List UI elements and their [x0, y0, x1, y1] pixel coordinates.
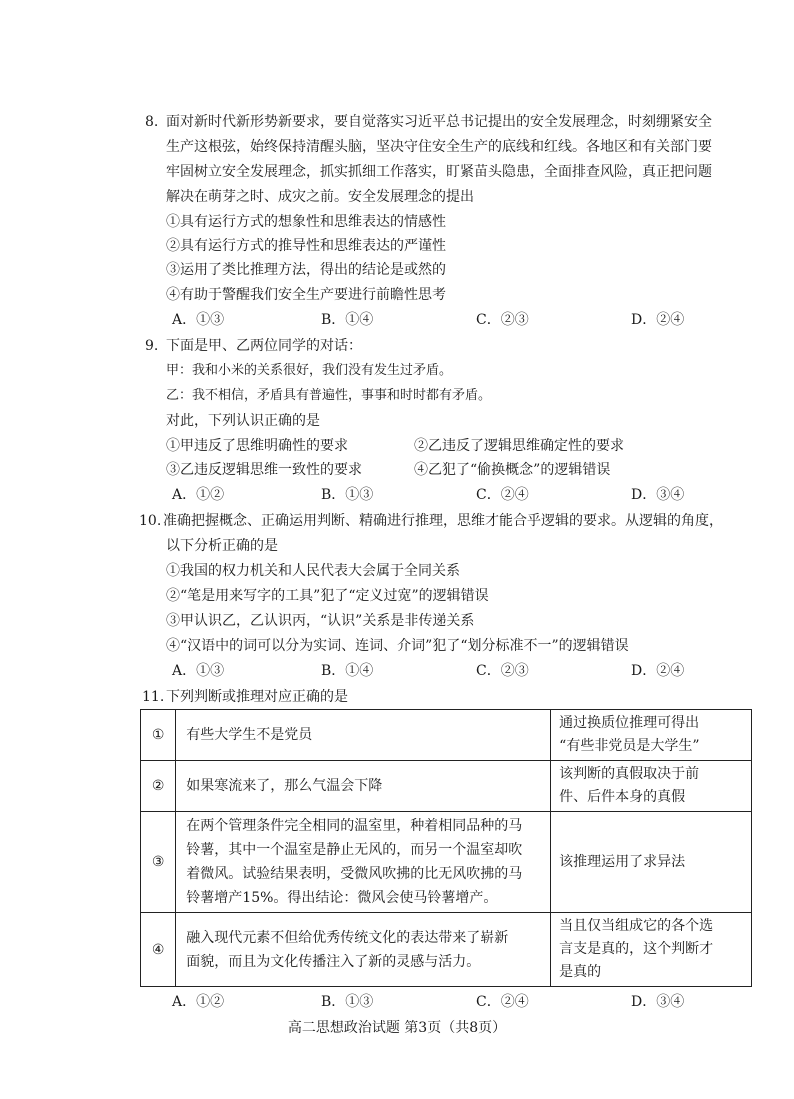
cell-line: 在两个管理条件完全相同的温室里，种着相同品种的马	[186, 818, 523, 834]
q9-option-c: C．②④	[476, 487, 529, 503]
q8-item-2: ②具有运行方式的推导性和思维表达的严谨性	[166, 238, 446, 254]
row-analysis	[551, 812, 752, 913]
q11-option-b: B．①③	[321, 994, 374, 1010]
q9-number: 9.	[145, 338, 159, 354]
q10-option-c: C．②③	[476, 663, 529, 679]
cell-line: 如果寒流来了，那么气温会下降	[186, 778, 383, 794]
q9-item-2: ②乙违反了逻辑思维确定性的要求	[414, 438, 624, 454]
q11-table	[140, 709, 752, 987]
q10-option-a: A．①③	[172, 663, 225, 679]
q10-stem-line: 准确把握概念、正确运用判断、精确进行推理，思维才能合乎逻辑的要求。从逻辑的角度，	[163, 513, 723, 529]
cell-line: 件、后件本身的真假	[559, 789, 686, 805]
q8-stem-line: 生产这根弦，始终保持清醒头脑，坚决守住安全生产的底线和红线。各地区和有关部门要	[166, 139, 712, 155]
row-mark: ②	[141, 761, 176, 812]
table-row	[141, 710, 752, 761]
cell-line: 是真的	[559, 964, 602, 980]
cell-line: 通过换质位推理可得出	[559, 715, 700, 731]
q8-item-4: ④有助于警醒我们安全生产要进行前瞻性思考	[166, 287, 446, 303]
q11-number: 11.	[142, 689, 165, 705]
q8-item-3: ③运用了类比推理方法，得出的结论是或然的	[166, 262, 446, 278]
cell-line: 铃薯增产15%。得出结论：微风会使马铃薯增产。	[186, 890, 498, 906]
cell-line: 当且仅当组成它的各个选	[559, 918, 714, 934]
q8-option-a: A．①③	[172, 312, 225, 328]
q8-option-b: B．①④	[321, 312, 374, 328]
cell-line: 有些大学生不是党员	[186, 727, 313, 743]
q9-item-4: ④乙犯了“偷换概念”的逻辑错误	[414, 462, 611, 478]
cell-line: “有些非党员是大学生”	[559, 738, 700, 754]
q8-number: 8.	[145, 114, 159, 130]
q10-option-d: D．②④	[631, 663, 685, 679]
q8-stem-line: 牢固树立安全发展理念，抓实抓细工作落实，盯紧苗头隐患，全面排查风险，真正把问题	[166, 164, 712, 180]
cell-line: 着微风。试验结果表明，受微风吹拂的比无风吹拂的马	[186, 866, 523, 882]
table-row	[141, 761, 752, 812]
q11-stem: 下列判断或推理对应正确的是	[166, 689, 348, 705]
q11-option-d: D．③④	[631, 994, 685, 1010]
cell-line: 该判断的真假取决于前	[559, 766, 700, 782]
q9-item-1: ①甲违反了思维明确性的要求	[166, 438, 348, 454]
q9-item-3: ③乙违反逻辑思维一致性的要求	[166, 462, 362, 478]
cell-line: 言支是真的，这个判断才	[559, 941, 714, 957]
cell-line: 面貌，而且为文化传播注入了新的灵感与活力。	[186, 953, 481, 970]
q9-option-d: D．③④	[631, 487, 685, 503]
q8-stem-line: 解决在萌芽之时、成灾之前。安全发展理念的提出	[166, 189, 474, 205]
row-analysis	[551, 710, 752, 761]
q9-option-b: B．①③	[321, 487, 374, 503]
q10-number: 10.	[139, 513, 162, 529]
cell-line: 铃薯，其中一个温室是静止无风的，而另一个温室却吹	[186, 842, 523, 858]
q9-dialog-yi: 乙：我不相信，矛盾具有普遍性，事事和时时都有矛盾。	[166, 388, 492, 403]
row-mark: ①	[141, 710, 176, 761]
row-judgment	[176, 710, 551, 761]
q9-dialog-jia: 甲：我和小米的关系很好，我们没有发生过矛盾。	[166, 363, 453, 378]
q10-item-4: ④“汉语中的词可以分为实词、连词、介词”犯了“划分标准不一”的逻辑错误	[166, 638, 629, 654]
q10-stem-line: 以下分析正确的是	[166, 538, 278, 554]
row-judgment	[176, 913, 551, 987]
row-mark: ④	[141, 913, 176, 987]
table-row	[141, 913, 752, 987]
q11-option-a: A．①②	[172, 994, 225, 1010]
q11-option-c: C．②④	[476, 994, 529, 1010]
q8-option-d: D．②④	[631, 312, 685, 328]
row-analysis	[551, 761, 752, 812]
q8-item-1: ①具有运行方式的想象性和思维表达的情感性	[166, 214, 446, 230]
row-judgment	[176, 812, 551, 913]
q10-item-2: ②“笔是用来写字的工具”犯了“定义过宽”的逻辑错误	[166, 588, 489, 604]
q10-option-b: B．①④	[321, 663, 374, 679]
q9-option-a: A．①②	[172, 487, 225, 503]
q8-stem-line: 面对新时代新形势新要求，要自觉落实习近平总书记提出的安全发展理念，时刻绷紧安全	[166, 114, 712, 130]
table-row	[141, 812, 752, 913]
row-judgment	[176, 761, 551, 812]
q10-item-3: ③甲认识乙，乙认识丙，“认识”关系是非传递关系	[166, 613, 475, 629]
q9-stem-line: 对此，下列认识正确的是	[166, 413, 320, 429]
page-footer: 高二思想政治试题 第3页（共8页）	[287, 1020, 507, 1036]
q10-item-1: ①我国的权力机关和人民代表大会属于全同关系	[166, 563, 460, 579]
cell-line: 融入现代元素不但给优秀传统文化的表达带来了崭新	[186, 929, 509, 946]
cell-line: 该推理运用了求异法	[559, 853, 686, 870]
row-mark: ③	[141, 812, 176, 913]
q8-option-c: C．②③	[476, 312, 529, 328]
q9-stem-line: 下面是甲、乙两位同学的对话：	[166, 338, 362, 354]
row-analysis	[551, 913, 752, 987]
